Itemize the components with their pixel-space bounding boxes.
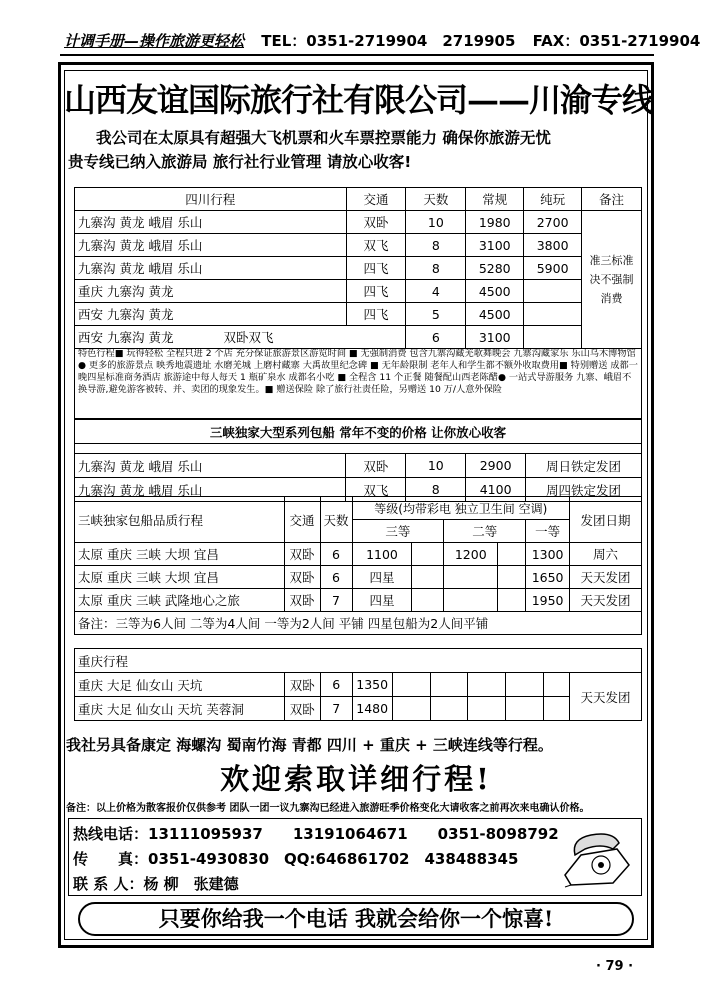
col-transport: 交通: [346, 188, 406, 211]
transport-cell: 四飞: [346, 257, 406, 280]
days-cell: 10: [406, 454, 466, 478]
transport-cell: 双卧: [346, 211, 406, 234]
col-grade: 等级(均带彩电 独立卫生间 空调): [352, 497, 570, 520]
three-gorges-table: [74, 419, 642, 502]
table-header-row: [75, 188, 642, 211]
col-remark: 备注: [582, 188, 642, 211]
days-cell: 8: [406, 478, 466, 502]
third-cell: 四星: [352, 566, 412, 589]
intro-line-2: 贵专线已纳入旅游局 旅行社行业管理 请放心收客!: [68, 153, 412, 171]
route-cell: 西安 九寨沟 黄龙 双卧双飞: [75, 326, 406, 349]
col-days: 天数: [406, 188, 466, 211]
company-title: 山西友谊国际旅行社有限公司——川渝专线: [64, 81, 654, 119]
page-header: [64, 30, 701, 52]
price-cell: 1350: [352, 673, 392, 697]
days-cell: 5: [406, 303, 466, 326]
col-third: 三等: [352, 520, 444, 543]
fax-row: [73, 848, 518, 869]
days-cell: 10: [406, 211, 466, 234]
table-row: [75, 589, 642, 612]
days-cell: 8: [406, 257, 466, 280]
table-header-row: [75, 649, 642, 673]
transport-cell: 四飞: [346, 280, 406, 303]
cruise-table: [74, 496, 642, 635]
first-cell: 1950: [526, 589, 570, 612]
transport-cell: 双卧: [284, 589, 320, 612]
third-cell: 1100: [352, 543, 412, 566]
pure-price-cell: [524, 326, 582, 349]
remark-cell: 准三标准决不强制消费: [582, 211, 642, 349]
header-fax: FAX：0351-2719904: [532, 32, 701, 50]
pure-price-cell: 5900: [524, 257, 582, 280]
hotline-label: 热线电话：: [73, 825, 149, 843]
days-cell: 7: [320, 697, 352, 721]
route-cell: 重庆 大足 仙女山 天坑: [75, 673, 285, 697]
route-cell: 九寨沟 黄龙 峨眉 乐山: [75, 478, 346, 502]
route-cell: 九寨沟 黄龙 峨眉 乐山: [75, 454, 346, 478]
col-transport: 交通: [284, 497, 320, 543]
pure-price-cell: 2700: [524, 211, 582, 234]
intro-line-1: 我公司在太原具有超强大飞机票和火车票控票能力 确保你旅游无忧: [96, 129, 551, 147]
sichuan-table: [74, 187, 642, 349]
days-cell: 6: [406, 326, 466, 349]
slogan: 只要你给我一个电话 我就会给你一个惊喜!: [78, 902, 634, 936]
days-cell: 4: [406, 280, 466, 303]
route-cell: 九寨沟 黄龙 峨眉 乐山: [75, 234, 347, 257]
regular-price-cell: 5280: [466, 257, 524, 280]
table-row: [75, 234, 642, 257]
third-cell: 四星: [352, 589, 412, 612]
route-cell: 西安 九寨沟 黄龙: [75, 303, 347, 326]
col-first: 一等: [526, 520, 570, 543]
route-cell: 太原 重庆 三峡 大坝 宜昌: [75, 543, 285, 566]
pure-price-cell: [524, 303, 582, 326]
regular-price-cell: 4500: [466, 280, 524, 303]
days-cell: 6: [320, 543, 352, 566]
cruise-note: 备注：三等为6人间 二等为4人间 一等为2人间 平铺 四星包船为2人间平铺: [75, 612, 642, 635]
contact-box: [68, 818, 642, 896]
person-label: 联 系 人：: [73, 875, 144, 893]
transport-cell: 双飞: [346, 234, 406, 257]
price-cell: 4100: [466, 478, 526, 502]
price-cell: 2900: [466, 454, 526, 478]
person-value: 杨 柳 张建德: [143, 875, 239, 893]
price-cell: 1480: [352, 697, 392, 721]
table-row: [75, 454, 642, 478]
second-cell: 1200: [444, 543, 498, 566]
disclaimer: 备注：以上价格为散客报价仅供参考 团队一团一议九寨沟已经进入旅游旺季价格变化大请收客之前再次来电确认价格。: [66, 803, 590, 814]
route-cell: 重庆 大足 仙女山 天坑 芙蓉洞: [75, 697, 285, 721]
date-cell: 天天发团: [570, 589, 642, 612]
table-row: [75, 697, 642, 721]
fax-label: 传 真：: [73, 850, 149, 868]
table-header-row: [75, 497, 642, 520]
transport-cell: 双卧: [284, 543, 320, 566]
table-row: [75, 566, 642, 589]
table-row: [75, 326, 642, 349]
regular-price-cell: 3100: [466, 326, 524, 349]
route-cell: 九寨沟 黄龙 峨眉 乐山: [75, 257, 347, 280]
date-cell: 天天发团: [570, 566, 642, 589]
table-row: [75, 543, 642, 566]
regular-price-cell: 3100: [466, 234, 524, 257]
header-tagline: 计调手册—操作旅游更轻松: [64, 32, 245, 50]
col-cruise-route: 三峡独家包船品质行程: [75, 497, 285, 543]
person-row: [73, 873, 239, 894]
col-date: 发团日期: [570, 497, 642, 543]
fax-value: 0351-4930830 QQ:646861702 438488345: [148, 850, 519, 868]
col-route: 四川行程: [75, 188, 347, 211]
col-pure: 纯玩: [524, 188, 582, 211]
regular-price-cell: 4500: [466, 303, 524, 326]
col-second: 二等: [444, 520, 526, 543]
schedule-cell: 天天发团: [569, 673, 641, 721]
table-row: [75, 280, 642, 303]
pure-price-cell: [524, 280, 582, 303]
route-cell: 重庆 九寨沟 黄龙: [75, 280, 347, 303]
features-note: 特色行程■ 玩得轻松 全程只进 2 个店 充分保证旅游景区游览时间 ■ 无强制消费 包含九寨沟藏羌歌舞晚会 九寨沟藏家乐 乐山乌木博物馆 ● 更多的旅游景点 映秀地震遗址 水磨羌城 上磨村藏寨 大禹故里纪念碑 ■ 无年龄限制 老年人和学生都不额外收取费用■ 特别赠送 成都一晚四星标准商务酒店 旅游途中每人每天 1 瓶矿泉水 成都名小吃 ■ 全程含 11 个正餐 随餐配山西老陈醋● 一站式导游服务 九寨、峨眉不换导游,避免游客被转、并、卖团的现象发生。■ 赠送保险 除了旅行社责任险，另赠送 10 万/人意外保险: [74, 347, 642, 419]
chongqing-header: 重庆行程: [75, 649, 642, 673]
hotline-value: 13111095937 13191064671 0351-8098792: [148, 825, 559, 843]
transport-cell: 四飞: [346, 303, 406, 326]
table-row: [75, 673, 642, 697]
transport-cell: 双卧: [284, 697, 320, 721]
three-gorges-banner: 三峡独家大型系列包船 常年不变的价格 让你放心收客: [75, 420, 642, 444]
promo-line-1: 我社另具备康定 海螺沟 蜀南竹海 青都 四川 + 重庆 + 三峡连线等行程。: [66, 736, 553, 754]
chongqing-table: [74, 648, 642, 721]
transport-cell: 双卧: [346, 454, 406, 478]
second-cell: [444, 589, 498, 612]
first-cell: 1650: [526, 566, 570, 589]
telephone-icon: [561, 825, 633, 889]
schedule-cell: 周四铁定发团: [526, 478, 642, 502]
transport-cell: 双飞: [346, 478, 406, 502]
pure-price-cell: 3800: [524, 234, 582, 257]
header-tel: TEL：0351-2719904 2719905: [261, 32, 516, 50]
route-cell: 太原 重庆 三峡 大坝 宜昌: [75, 566, 285, 589]
date-cell: 周六: [570, 543, 642, 566]
table-row: [75, 612, 642, 635]
hotline-row: [73, 823, 559, 844]
days-cell: 8: [406, 234, 466, 257]
header-divider: [60, 54, 654, 56]
table-row: [75, 211, 642, 234]
col-regular: 常规: [466, 188, 524, 211]
days-cell: 7: [320, 589, 352, 612]
intro-text: [68, 126, 644, 174]
schedule-cell: 周日铁定发团: [526, 454, 642, 478]
days-cell: 6: [320, 566, 352, 589]
table-row: [75, 257, 642, 280]
col-days: 天数: [320, 497, 352, 543]
second-cell: [444, 566, 498, 589]
page-number: · 79 ·: [596, 959, 634, 974]
transport-cell: 双卧: [284, 673, 320, 697]
table-row: [75, 444, 642, 454]
promo-line-2: 欢迎索取详细行程!: [220, 762, 492, 796]
banner-row: [75, 420, 642, 444]
route-cell: 太原 重庆 三峡 武隆地心之旅: [75, 589, 285, 612]
days-cell: 6: [320, 673, 352, 697]
first-cell: 1300: [526, 543, 570, 566]
regular-price-cell: 1980: [466, 211, 524, 234]
transport-cell: 双卧: [284, 566, 320, 589]
table-row: [75, 303, 642, 326]
route-cell: 九寨沟 黄龙 峨眉 乐山: [75, 211, 347, 234]
